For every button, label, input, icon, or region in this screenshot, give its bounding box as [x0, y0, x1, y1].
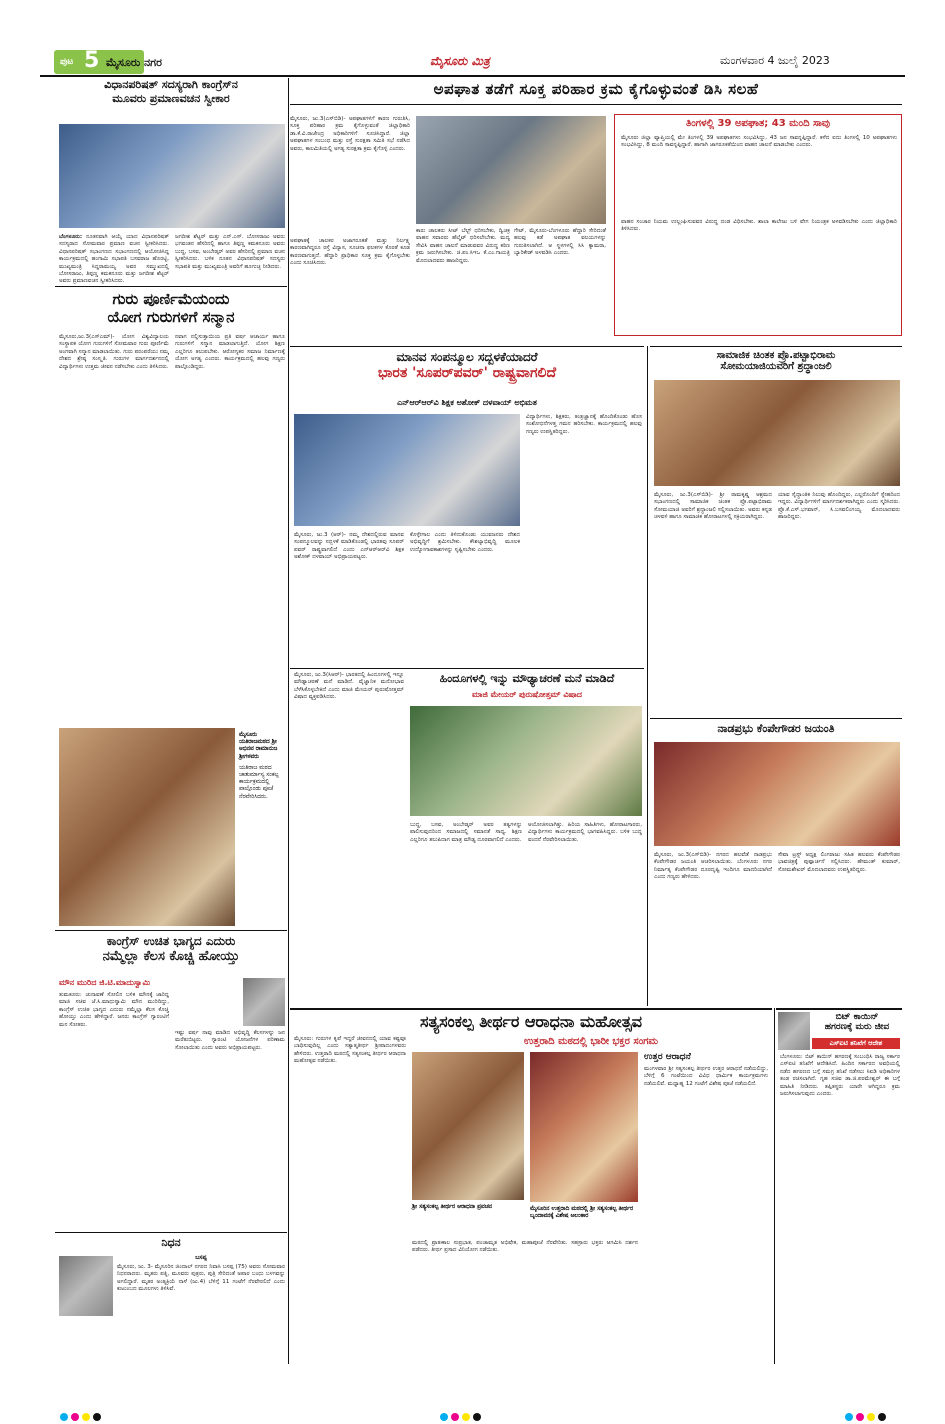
body-column-1: ಮೈಸೂರು, ಜು.3(ಸಿಆರ್‌)- ಭಾರತದಲ್ಲಿ ಹಿಂದೂಗಳಲ್ಲಿ ಇನ್ನೂ ಮೌಢ್ಯಾಚರಣೆ ಮನೆ ಮಾಡಿದೆ. ವೈಜ್ಞಾನಿಕ ಮನೋಭಾವ ಬೆಳೆಸಿಕೊಳ್ಳಬೇಕಿದೆ ಎಂದು ಮಾಜಿ ಮೇಯರ್ ಪುರುಷೋತ್ತಮ್ ವಿಷಾದ ವ್ಯಕ್ತಪಡಿಸಿದರು. — [294, 672, 404, 701]
headline-line-1: ಗುರು ಪೂರ್ಣಿಮೆಯಂದು — [112, 290, 230, 308]
top-rule — [55, 930, 287, 931]
byline: ಎನ್‌ಆರ್‌ಆರ್‌ವಿ ಶಿಕ್ಷಕ ಅಶೋಕ್ ದಳವಾಯ್ ಅಭಿಮತ — [397, 398, 537, 407]
subhead: ಮೌನ ಮುರಿದ ಜಿ.ಟಿ.ಮಾದುಸ್ವಾಮಿ — [59, 978, 151, 987]
headline: ಸತ್ಯಸಂಕಲ್ಪ ತೀರ್ಥರ ಆರಾಧನಾ ಮಹೋತ್ಸವ — [419, 1012, 643, 1031]
body-column-1: ಮೈಸೂರು: ಗುರುಗಳ ಕೃಪೆ ಇದ್ದರೆ ಜೀವನದಲ್ಲಿ ಯಾವ ಕಷ್ಟವೂ ಬಾಧಿಸುವುದಿಲ್ಲ ಎಂದು ಸತ್ಯಾತ್ಮತೀರ್ಥ ಶ್ರೀಪಾದಂಗಳವರು ಹೇಳಿದರು. ಉತ್ತರಾದಿ ಮಠದಲ್ಲಿ ಸತ್ಯಸಂಕಲ್ಪ ತೀರ್ಥರ ಆರಾಧನಾ ಮಹೋತ್ಸವ ನಡೆಯಿತು. — [294, 1036, 406, 1065]
brindavana-photo — [530, 1052, 638, 1202]
headline-line-1: ಮಾನವ ಸಂಪನ್ಮೂಲ ಸದ್ಬಳಕೆಯಾದರೆ — [396, 350, 538, 364]
body-column-1b: ಅಪಘಾತಕ್ಕೆ ಚಾಲಕರ ಅಜಾಗರೂಕತೆ ಮತ್ತು ನಿರ್ಲಕ್ಷ್ಯ ಕಾರಣವಾಗಿದ್ದರೂ ರಸ್ತೆ ವಿನ್ಯಾಸ, ಸೂಚನಾ ಫಲಕಗಳ ಕೊರತೆ ಕೂಡ ಕಾರಣವಾಗುತ್ತದೆ. ಹೆದ್ದಾರಿ ಪ್ರಾಧಿಕಾರ ಸೂಕ್ತ ಕ್ರಮ ಕೈಗೊಳ್ಳಬೇಕು ಎಂದು ಸೂಚಿಸಿದರು. — [290, 238, 410, 267]
body-column-2: ಬುದ್ಧ, ಬಸವ, ಅಂಬೇಡ್ಕರ್ ಅವರ ತತ್ವಗಳನ್ನು ಪಾಲಿಸುವುದರಿಂದ ಸಮಾಜದಲ್ಲಿ ಸಮಾನತೆ ಸಾಧ್ಯ. ಶಿಕ್ಷಣ ಎಲ್ಲರಿಗೂ ತಲುಪಿದಾಗ ಮಾತ್ರ ಮೌಢ್ಯ ದೂರವಾಗಲಿದೆ ಎಂದರು. — [410, 822, 522, 843]
body-column-3: ವಿದ್ಯಾರ್ಥಿಗಳು, ಶಿಕ್ಷಕರು, ತಂತ್ರಜ್ಞಾನಕ್ಕೆ ಹೊಂದಿಕೊಂಡು ಹೊಸ ಸಂಶೋಧನೆಗಳತ್ತ ಗಮನ ಹರಿಸಬೇಕು. ಕಾರ್ಯಕ್ರಮದಲ್ಲಿ ಹಲವು ಗಣ್ಯರು ಉಪಸ್ಥಿತರಿದ್ದರು. — [526, 414, 642, 435]
column-rule-right — [647, 346, 648, 1006]
section-title: ಮೈಸೂರು ನಗರ — [106, 56, 162, 69]
cyan-mark — [440, 1413, 448, 1421]
ritual-photo — [59, 728, 235, 926]
swamiji-photo — [412, 1052, 524, 1200]
headline — [55, 290, 287, 326]
statistics-body: ಮೈಸೂರು ಜಿಲ್ಲಾ ವ್ಯಾಪ್ತಿಯಲ್ಲಿ ಮೇ ತಿಂಗಳಲ್ಲಿ 39 ಅಪಘಾತಗಳು ಸಂಭವಿಸಿದ್ದು, 43 ಜನ ಸಾವನ್ನಪ್ಪಿದ್ದಾರೆ. ಕಳೆದ ಐದು ತಿಂಗಳಲ್ಲಿ 10 ಅಪಘಾತಗಳು ಸಂಭವಿಸಿದ್ದು, 8 ಮಂದಿ ಸಾವನ್ನಪ್ಪಿದ್ದಾರೆ. ಹಾಗಾಗಿ ಜಾಗರೂಕತೆಯಿಂದ ವಾಹನ ಚಾಲನೆ ಮಾಡಬೇಕು ಎಂದರು. — [621, 135, 897, 149]
headline — [290, 350, 644, 381]
headline — [55, 934, 287, 964]
dateline: ಬೆಂಗಳೂರು: — [59, 234, 83, 240]
headline: ಹಿಂದೂಗಳಲ್ಲಿ ಇನ್ನು ಮೌಢ್ಯಾಚರಣೆ ಮನೆ ಮಾಡಿದೆ — [439, 672, 615, 685]
headline — [55, 78, 287, 106]
obituary-photo — [59, 1256, 113, 1316]
headline — [812, 1012, 902, 1032]
headline-line-1: ಬಿಟ್ ಕಾಯಿನ್ — [835, 1012, 879, 1022]
lamp-lighting-photo — [294, 414, 520, 526]
headline: ನಿಧನ — [161, 1236, 181, 1249]
headline-line-1: ಕಾಂಗ್ರೆಸ್ ಉಚಿತ ಭಾಗ್ಯದ ಎದುರು — [106, 934, 236, 948]
body: ಬೆಂಗಳೂರು: ಬಿಟ್ ಕಾಯಿನ್ ಹಗರಣಕ್ಕೆ ಸಂಬಂಧಿಸಿ ರಾಜ್ಯ ಸರ್ಕಾರ ಎಸ್‌ಐಟಿ ತನಿಖೆಗೆ ಆದೇಶಿಸಿದೆ. ಹಿಂದಿನ ಸರ್ಕಾರದ ಅವಧಿಯಲ್ಲಿ ನಡೆದ ಹಗರಣದ ಬಗ್ಗೆ ಸಮಗ್ರ ತನಿಖೆ ನಡೆಸಲು ಸಿಐಡಿ ಅಧಿಕಾರಿಗಳ ತಂಡ ರಚಿಸಲಾಗಿದೆ. ಗೃಹ ಸಚಿವ ಡಾ.ಜಿ.ಪರಮೇಶ್ವರ್ ಈ ಬಗ್ಗೆ ಮಾಹಿತಿ ನೀಡಿದರು. ತಪ್ಪಿತಸ್ಥರು ಯಾರೇ ಆಗಿದ್ದರೂ ಕ್ರಮ ಜರುಗಿಸಲಾಗುವುದು ಎಂದರು. — [780, 1054, 900, 1098]
magenta-mark — [451, 1413, 459, 1421]
headline-line-1: ಸಾಮಾಜಿಕ ಚಿಂತಕ ಪ್ರೊ.ಪಟ್ಟಾಭಿರಾಮ — [716, 350, 836, 361]
statistics-box — [614, 114, 902, 336]
headline-line-2: ಯೋಗ ಗುರುಗಳಿಗೆ ಸನ್ಮಾನ — [107, 308, 235, 326]
column-rule-left — [288, 78, 289, 1364]
headline-line-2: ಸೋಮಯಾಜಿಯವರಿಗೆ ಶ್ರದ್ಧಾಂಜಲಿ — [720, 361, 832, 372]
subhead: ಉತ್ತರಾದಿ ಮಠದಲ್ಲಿ ಭಾರೀ ಭಕ್ತರ ಸಂಗಮ — [523, 1036, 659, 1047]
yellow-mark — [82, 1413, 90, 1421]
body-right: ಜಗದೀಶ ಶೆಟ್ಟರ್ ಮತ್ತು ಎನ್.ಎಸ್. ಬೋಸರಾಜು ಅವರು ಭಗವಂತನ ಹೆಸರಿನಲ್ಲಿ ಹಾಗೂ ತಿಪ್ಪಣ್ಣ ಕಮಕನೂರು ಅವರು ಬುದ್ಧ, ಬಸವ, ಅಂಬೇಡ್ಕರ್ ಅವರ ಹೆಸರಿನಲ್ಲಿ ಪ್ರಮಾಣ ವಚನ ಸ್ವೀಕರಿಸಿದರು. ಬಳಿಕ ನೂತನ ವಿಧಾನಪರಿಷತ್ ಸದಸ್ಯರು ಸಭಾಪತಿ ಮತ್ತು ಮುಖ್ಯಮಂತ್ರಿ ಅವರಿಗೆ ಹೂಗುಚ್ಛ ನೀಡಿದರು. — [175, 234, 285, 270]
top-rule — [55, 286, 287, 287]
top-rule — [650, 346, 902, 347]
subhead: ಮಾಜಿ ಮೇಯರ್ ಪುರುಷೋತ್ತಮ್ ವಿಷಾದ — [472, 690, 582, 699]
buddha-event-photo — [410, 706, 642, 816]
swearing-in-photo — [59, 124, 285, 228]
body-column-3: ಗೇಟ್, ಮೈಸೂರು-ಬೆಂಗಳೂರು ಹೆದ್ದಾರಿ ಸೇರಿದಂತೆ ಹಲವು ಕಡೆ ಅಪಘಾತ ವಲಯಗಳನ್ನು ಗುರುತಿಸಲಾಗಿದೆ. ಆ ಸ್ಥಳಗಳಲ್ಲಿ ಸಿಸಿ ಕ್ಯಾಮರಾ, ಬ್ಯಾರಿಕೇಡ್ ಅಳವಡಿಸಿ ಎಂದರು. — [514, 228, 606, 257]
story-legislative-council — [55, 78, 287, 285]
story-accident-prevention — [290, 78, 902, 344]
issue-date: ಮಂಗಳವಾರ 4 ಜುಲೈ 2023 — [720, 54, 830, 67]
body-text: ನೂತನವಾಗಿ ಆಯ್ಕೆ ಯಾದ ವಿಧಾನಪರಿಷತ್ ಸದಸ್ಯರಾದ ಸೋಮವಾರ ಪ್ರಮಾಣ ವಚನ ಸ್ವೀಕರಿಸಿದರು. ವಿಧಾನಪರಿಷತ್ ಸಭಾಂಗಣದ ಸಭಾಂಗಣದಲ್ಲಿ ಆಯೋಜಿಸಿದ್ದ ಕಾರ್ಯಕ್ರಮದಲ್ಲಿ ಹಂಗಾಮಿ ಸಭಾಪತಿ ಬಸವರಾಜ ಹೊರಟ್ಟಿ, ಮುಖ್ಯಮಂತ್ರಿ ಸಿದ್ದರಾಮಯ್ಯ ಅವರ ಸಮ್ಮುಖದಲ್ಲಿ ಬೋಸರಾಜು, ತಿಪ್ಪಣ್ಣ ಕಮಕನೂರು ಮತ್ತು ಜಗದೀಶ ಶೆಟ್ಟರ್ ಅವರು ಪ್ರಮಾಣವಚನ ಸ್ವೀಕರಿಸಿದರು. — [59, 234, 169, 285]
statistics-subhead: ತಿಂಗಳಲ್ಲಿ 39 ಅಪಘಾತ; 43 ಮಂದಿ ಸಾವು — [685, 118, 831, 129]
top-rule — [290, 1008, 772, 1010]
registration-marks-right — [845, 1406, 889, 1424]
body-column-2: ಯಾವ ಸೈದ್ಧಾಂತಿಕ ನಿಲುವು ಹೊಂದಿದ್ದರು, ಎಲ್ಲರೊಂದಿಗೆ ಸ್ನೇಹದಿಂದ ಇದ್ದರು. ವಿದ್ಯಾರ್ಥಿಗಳಿಗೆ ಮಾರ್ಗದರ್ಶಕರಾಗಿದ್ದರು ಎಂದು ಸ್ಮರಿಸಿದರು. ಪ್ರೊ.ಕೆ.ಎಸ್.ಭಗವಾನ್, ಸಿ.ಬಸವಲಿಂಗಯ್ಯ ಮೊದಲಾದವರು ಹಾಜರಿದ್ದರು. — [778, 492, 900, 521]
story-obituary — [55, 1232, 287, 1364]
headline-rule — [290, 104, 902, 105]
body-column-2: ನವಾಗ ನಲ್ಲಿಸುತ್ತಾಯಿಯ ಪ್ರತಿ ವರ್ಷ ಆಚಾರ್ಯ ಹಾಗೂ ಗುರುಗಳಿಗೆ ಸನ್ಮಾನ ಮಾಡಲಾಗುತ್ತಿದೆ. ಯೋಗ ಶಿಕ್ಷಣ ಎಲ್ಲರಿಗೂ ತಲುಪಬೇಕು. ಆರೋಗ್ಯಕರ ಸಮಾಜ ನಿರ್ಮಾಣಕ್ಕೆ ಯೋಗ ಅಗತ್ಯ ಎಂದರು. ಕಾರ್ಯಕ್ರಮದಲ್ಲಿ ಹಲವು ಗಣ್ಯರು ಪಾಲ್ಗೊಂಡಿದ್ದರು. — [175, 334, 285, 370]
caption — [239, 732, 287, 801]
story-kempegowda-jayanthi — [650, 718, 902, 1006]
headline-line-1: ವಿಧಾನಪರಿಷತ್ ಸದಸ್ಯರಾಗಿ ಕಾಂಗ್ರೆಸ್‌ನ — [104, 78, 238, 91]
headline-line-2: ನಮ್ಮೆಲ್ಲಾ ಕೆಲಸ ಕೊಚ್ಚಿ ಹೋಯ್ತು — [102, 949, 240, 964]
black-mark — [473, 1413, 481, 1421]
body-column-3: ಮಂಗಳವಾರ ಶ್ರೀ ಸತ್ಯಸಂಕಲ್ಪ ತೀರ್ಥರ ಉತ್ತರ ಆರಾಧನೆ ನಡೆಯಲಿದ್ದು, ಬೆಳಿಗ್ಗೆ 6 ಗಂಟೆಯಿಂದ ವಿವಿಧ ಧಾರ್ಮಿಕ ಕಾರ್ಯಕ್ರಮಗಳು ನಡೆಯಲಿವೆ. ಮಧ್ಯಾಹ್ನ 12 ಗಂಟೆಗೆ ವಿಶೇಷ ಪೂಜೆ ನಡೆಯಲಿದೆ. — [644, 1066, 768, 1087]
statistics-body-b: ವಾಹನ ಸಂಚಾರ ನಿಯಮ ಉಲ್ಲಂಘಿಸುವವರ ವಿರುದ್ಧ ದಂಡ ವಿಧಿಸಬೇಕು. ಶಾಲಾ ಕಾಲೇಜು ಬಳಿ ವೇಗ ನಿಯಂತ್ರಕ ಅಳವಡಿಸಬೇಕು ಎಂದು ಜಿಲ್ಲಾಧಿಕಾರಿ ತಿಳಿಸಿದರು. — [621, 219, 897, 233]
story-human-resource — [290, 346, 644, 664]
caption-title: ಮೈಸೂರು ಯತಿರಾಜಮಠದ ಶ್ರೀ ಅಭಿನವ ರಾಮಾನುಜ ಶ್ರೀಗಳವರು — [239, 732, 278, 760]
black-mark — [93, 1413, 101, 1421]
top-rule — [290, 346, 644, 347]
yellow-mark — [867, 1413, 875, 1421]
body-column-3: ಆಯೋಜಿಸಲಾಗಿತ್ತು. ಹಿರಿಯ ಸಾಹಿತಿಗಳು, ಹೋರಾಟಗಾರರು, ವಿದ್ಯಾರ್ಥಿಗಳು ಕಾರ್ಯಕ್ರಮದಲ್ಲಿ ಭಾಗವಹಿಸಿದ್ದರು. ಬಳಿಕ ಬುದ್ಧ ವಂದನೆ ನೆರವೇರಿಸಲಾಯಿತು. — [528, 822, 642, 843]
ribbon: ಎಸ್‌ಐಟಿ ತನಿಖೆಗೆ ಆದೇಶ — [812, 1038, 900, 1049]
body-column-2: ಕಾರು ಚಾಲಕರು ಸೀಟ್ ಬೆಲ್ಟ್ ಧರಿಸಬೇಕು, ದ್ವಿಚಕ್ರ ವಾಹನ ಸವಾರರು ಹೆಲ್ಮೆಟ್ ಧರಿಸಲೇಬೇಕು. ಮದ್ಯ ಸೇವಿಸಿ ವಾಹನ ಚಾಲನೆ ಮಾಡುವವರ ವಿರುದ್ಧ ಕಠಿಣ ಕ್ರಮ ಜರುಗಿಸಬೇಕು. ಜಿ.ಪಂ.ಸಿಇಒ ಕೆ.ಎಂ.ಗಾಯತ್ರಿ ಮೊದಲಾದವರು ಹಾಜರಿದ್ದರು. — [416, 228, 510, 264]
section-head: ಉತ್ತರ ಆರಾಧನೆ — [644, 1052, 691, 1062]
black-mark — [878, 1413, 886, 1421]
top-rule — [55, 1232, 287, 1233]
headline-line-2: ಮೂವರು ಪ್ರಮಾಣವಚನ ಸ್ವೀಕಾರ — [112, 92, 230, 105]
headline-line-2: ಹಗರಣಕ್ಕೆ ಮರು ಜೀವ — [824, 1022, 890, 1032]
body-column-1: ತುಮಕೂರು: ಚುನಾವಣೆ ಸೋಲಿನ ಬಳಿಕ ಮೌನಕ್ಕೆ ಜಾರಿದ್ದ ಮಾಜಿ ಸಚಿವ ಜೆ.ಸಿ.ಮಾಧುಸ್ವಾಮಿ ಮೌನ ಮುರಿದಿದ್ದು, ಕಾಂಗ್ರೆಸ್ ಉಚಿತ ಭಾಗ್ಯದ ಎದುರು ನಮ್ಮೆಲ್ಲಾ ಕೆಲಸ ಕೊಚ್ಚಿ ಹೋಯ್ತು ಎಂದು ಹೇಳಿದ್ದಾರೆ. ಜನರು ಕಾಂಗ್ರೆಸ್ ಗ್ಯಾರಂಟಿಗೆ ಮನ ಸೋತರು. — [59, 992, 169, 1028]
obituary-name: ಬಸಪ್ಪ — [195, 1254, 207, 1261]
registration-marks-center — [440, 1406, 484, 1424]
body-column-2: ಸೇವಾ ಟ್ರಸ್ಟ್ ಅಧ್ಯಕ್ಷ ಲಿಂಗರಾಜು ಸಹಿತ ಹಲವರು ಕೆಂಪೇಗೌಡರ ಭಾವಚಿತ್ರಕ್ಕೆ ಪುಷ್ಪಾರ್ಚನೆ ಸಲ್ಲಿಸಿದರು. ಹೇಮಂತ್ ಕುಮಾರ್, ಸೋಮಶೇಖರ್ ಮೊದಲಾದವರು ಉಪಸ್ಥಿತರಿದ್ದರು. — [778, 852, 900, 873]
headline: ನಾಡಪ್ರಭು ಕೆಂಪೇಗೌಡರ ಜಯಂತಿ — [717, 722, 835, 735]
cyan-mark — [60, 1413, 68, 1421]
paper-name: ಮೈಸೂರು ಮಿತ್ರ — [430, 54, 490, 68]
story-aradhana-mahotsava — [290, 1008, 772, 1364]
top-rule — [776, 1008, 902, 1010]
story-tribute — [650, 346, 902, 716]
portrait-photo — [243, 978, 285, 1026]
story-guru-purnima — [55, 286, 287, 726]
body-column-2: ಮಠದಲ್ಲಿ ಪ್ರಾತಃಕಾಲ ಸುಪ್ರಭಾತ, ಪಂಚಾಮೃತ ಅಭಿಷೇಕ, ಮಹಾಪೂಜೆ ನೆರವೇರಿತು. ಸಹಸ್ರಾರು ಭಕ್ತರು ಆಗಮಿಸಿ ದರ್ಶನ ಪಡೆದರು. ತೀರ್ಥ ಪ್ರಸಾದ ವಿನಿಯೋಗ ನಡೆಯಿತು. — [412, 1240, 638, 1254]
caption-b: ಮೈಸೂರಿನ ಉತ್ತರಾದಿ ಮಠದಲ್ಲಿ ಶ್ರೀ ಸತ್ಯಸಂಕಲ್ಪ ತೀರ್ಥರ ಬೃಂದಾವನಕ್ಕೆ ವಿಶೇಷ ಅಲಂಕಾರ — [530, 1206, 634, 1220]
story-superstition — [290, 668, 644, 1006]
page-number-box — [54, 48, 162, 74]
body-column-1: ಮೈಸೂರು, ಜು.3(ಎಸ್‌ಬಿಡಿ)- ನಗರದ ಹಲವೆಡೆ ನಾಡಪ್ರಭು ಕೆಂಪೇಗೌಡರ ಜಯಂತಿ ಆಚರಿಸಲಾಯಿತು. ಬೆಂಗಳೂರು ನಗರ ನಿರ್ಮಾತೃ ಕೆಂಪೇಗೌಡರ ದೂರದೃಷ್ಟಿ ಇಂದಿಗೂ ಮಾದರಿಯಾಗಿದೆ ಎಂದು ಗಣ್ಯರು ಹೇಳಿದರು. — [654, 852, 772, 881]
bitcoin-image — [778, 1012, 810, 1050]
page-number: 5 — [84, 48, 100, 73]
headline-line-2: ಭಾರತ 'ಸೂಪರ್‌ಪವರ್' ರಾಷ್ಟ್ರವಾಗಲಿದೆ — [377, 365, 557, 381]
headline — [650, 350, 902, 372]
jayanthi-photo — [654, 742, 900, 846]
yellow-mark — [462, 1413, 470, 1421]
caption-a: ಶ್ರೀ ಸತ್ಯಸಂಕಲ್ಪ ತೀರ್ಥರ ಆರಾಧನಾ ಪ್ರವಚನ — [412, 1204, 492, 1210]
caption-body: ಯತಿರಾಜ ಮಠದ ಚಾತುರ್ಮಾಸ್ಯ ಸಂಕಲ್ಪ ಕಾರ್ಯಕ್ರಮದಲ್ಲಿ ಪಾಲ್ಗೊಂಡು ಪೂಜೆ ನೆರವೇರಿಸಿದರು. — [239, 764, 279, 800]
body-column-1: ಮೈಸೂರು,ಜು.3(ಎಸ್‌ಎಮ್‌)- ಯೋಗ ವಿಶ್ವವಿದ್ಯಾಲಯ ಸಂಸ್ಥಾಪಕ ಯೋಗ ಗುರುಗಳಿಗೆ ಸೋಮವಾರ ಗುರು ಪೂರ್ಣಿಮೆ ಅಂಗವಾಗಿ ಸನ್ಮಾನ ಮಾಡಲಾಯಿತು. ಗುರು ಪರಂಪರೆಯು ನಮ್ಮ ದೇಶದ ಶ್ರೇಷ್ಠ ಸಂಸ್ಕೃತಿ. ಗುರುಗಳ ಮಾರ್ಗದರ್ಶನದಲ್ಲಿ ವಿದ್ಯಾರ್ಥಿಗಳು ಉತ್ತಮ ಜೀವನ ನಡೆಸಬೇಕು ಎಂದು ತಿಳಿಸಿದರು. — [59, 334, 169, 370]
headline: ಅಪಘಾತ ತಡೆಗೆ ಸೂಕ್ತ ಪರಿಹಾರ ಕ್ರಮ ಕೈಗೊಳ್ಳುವಂತೆ ಡಿಸಿ ಸಲಹೆ — [433, 80, 759, 98]
magenta-mark — [71, 1413, 79, 1421]
meeting-photo — [416, 116, 606, 224]
column-rule-bottom — [774, 1008, 775, 1364]
body-column-2: ಕೊಳ್ಳೇಗಾಲ ಎಂದು ತಿಳಿದುಕೊಂಡು ಯುವಜನರು ದೇಶದ ಅಭಿವೃದ್ಧಿಗೆ ಶ್ರಮಿಸಬೇಕು. ಕೌಶಲ್ಯಾಭಿವೃದ್ಧಿ ಮೂಲಕ ಉದ್ಯೋಗಾವಕಾಶಗಳನ್ನು ಸೃಷ್ಟಿಸಬೇಕು ಎಂದರು. — [410, 532, 520, 553]
body-column-1: ಮೈಸೂರು, ಜು.3(ಎಸ್‌ಬಿಡಿ)- ಶ್ರೀ ರಾಮಕೃಷ್ಣ ಆಶ್ರಮದ ಸಭಾಂಗಣದಲ್ಲಿ ಸಾಮಾಜಿಕ ಚಿಂತಕ ಪ್ರೊ.ಪಟ್ಟಾಭಿರಾಮ ಸೋಮಯಾಜಿ ಅವರಿಗೆ ಶ್ರದ್ಧಾಂಜಲಿ ಸಲ್ಲಿಸಲಾಯಿತು. ಅವರು ಕನ್ನಡ ಚಳವಳಿ ಹಾಗೂ ಸಾಮಾಜಿಕ ಹೋರಾಟಗಳಲ್ಲಿ ಸಕ್ರಿಯರಾಗಿದ್ದರು. — [654, 492, 772, 521]
story-congress-freebies — [55, 930, 287, 1230]
story-bitcoin — [776, 1008, 902, 1364]
body-column-2: ಇಷ್ಟು ವರ್ಷ ನಾವು ಮಾಡಿದ ಅಭಿವೃದ್ಧಿ ಕೆಲಸಗಳನ್ನು ಜನ ಮರೆತುಬಿಟ್ಟರು. ಗ್ಯಾರಂಟಿ ಯೋಜನೆಗಳ ಪರಿಣಾಮ ಸೋಲಾಯಿತು ಎಂದು ಅವರು ಅಭಿಪ್ರಾಯಪಟ್ಟರು. — [175, 1030, 285, 1051]
top-rule — [290, 668, 644, 669]
masthead-rule — [40, 75, 905, 77]
magenta-mark — [856, 1413, 864, 1421]
body-column-1: ಮೈಸೂರು, ಜು.3 (ಆರ್‌)- ನಮ್ಮ ದೇಶದಲ್ಲಿರುವ ಮಾನವ ಸಂಪನ್ಮೂಲವನ್ನು ಸದ್ಬಳಕೆ ಮಾಡಿಕೊಂಡಲ್ಲಿ ಭಾರತವು ಸೂಪರ್ ಪವರ್ ರಾಷ್ಟ್ರವಾಗಲಿದೆ ಎಂದು ಎನ್‌ಆರ್‌ಆರ್‌ವಿ ಶಿಕ್ಷಕ ಅಶೋಕ್ ದಳವಾಯ್ ಅಭಿಪ್ರಾಯಪಟ್ಟರು. — [294, 532, 404, 561]
cyan-mark — [845, 1413, 853, 1421]
top-rule — [650, 718, 902, 719]
tribute-photo — [654, 380, 900, 486]
page-label: ಪುಟ — [60, 57, 74, 67]
body-column-1: ಮೈಸೂರು, ಜು.3(ಎಸ್‌ಬಿಡಿ)- ಅಪಘಾತಗಳಿಗೆ ಕಾರಣ ಗುರುತಿಸಿ, ಸೂಕ್ತ ಪರಿಹಾರ ಕ್ರಮ ಕೈಗೊಳ್ಳುವಂತೆ ಜಿಲ್ಲಾಧಿಕಾರಿ ಡಾ.ಕೆ.ವಿ.ರಾಜೇಂದ್ರ ಅಧಿಕಾರಿಗಳಿಗೆ ಸೂಚಿಸಿದ್ದಾರೆ. ಜಿಲ್ಲಾ ಅಪಘಾತಗಳ ಸಂಬಂಧ ಮತ್ತು ರಸ್ತೆ ಸುರಕ್ಷತಾ ಸಮಿತಿ ಸಭೆ ನಡೆಸಿದ ಅವರು, ಕಾಲಮಿತಿಯಲ್ಲಿ ಅಗತ್ಯ ಸುರಕ್ಷತಾ ಕ್ರಮ ಕೈಗೊಳ್ಳಿ ಎಂದರು. — [290, 116, 410, 152]
obituary-body: ಮೈಸೂರು, ಜು. 3- ಮೈಸೂರಿನ ಜಿಂದಾಲ್ ನಗರದ ನಿವಾಸಿ ಬಸಪ್ಪ (75) ಅವರು ಸೋಮವಾರ ನಿಧನರಾದರು. ಮೃತರು ಪತ್ನಿ, ಮೂವರು ಪುತ್ರರು, ಪುತ್ರಿ ಸೇರಿದಂತೆ ಅಪಾರ ಬಂಧು ಬಳಗವನ್ನು ಅಗಲಿದ್ದಾರೆ. ಮೃತರ ಅಂತ್ಯಕ್ರಿಯೆ ನಾಳೆ (ಜು.4) ಬೆಳಿಗ್ಗೆ 11 ಗಂಟೆಗೆ ನೆರವೇರಲಿದೆ ಎಂದು ಕುಟುಂಬದ ಮೂಲಗಳು ತಿಳಿಸಿವೆ. — [117, 1264, 285, 1293]
masthead — [40, 48, 905, 76]
story-yatiraja-math — [55, 728, 287, 928]
registration-marks-left — [60, 1406, 104, 1424]
